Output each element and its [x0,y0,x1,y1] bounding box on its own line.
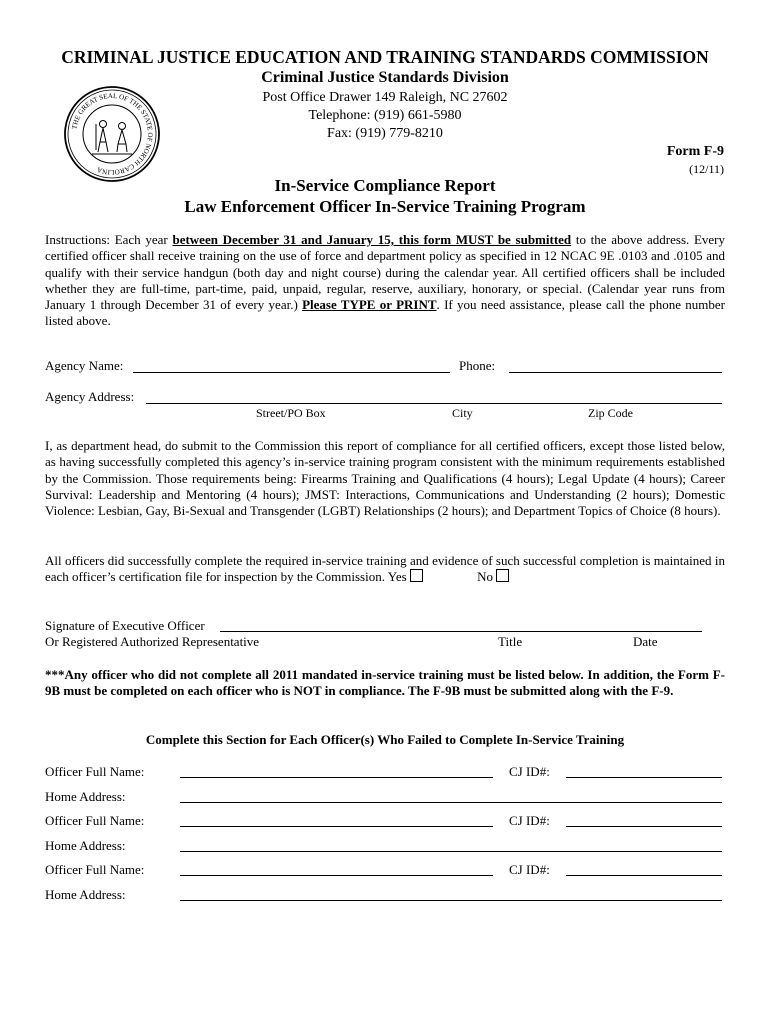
officer-name-label: Officer Full Name: [45,764,145,779]
cj-id-field[interactable] [566,875,722,876]
home-address-field[interactable] [180,851,722,852]
street-caption: Street/PO Box [256,406,326,420]
home-address-label: Home Address: [45,887,126,902]
phone-field[interactable] [509,372,722,373]
phone-label: Phone: [459,358,496,373]
representative-label: Or Registered Authorized Representative [45,634,260,649]
mailing-address: Post Office Drawer 149 Raleigh, NC 27602 [262,90,508,105]
home-address-field[interactable] [180,900,722,901]
agency-name-label: Agency Name: [45,358,124,373]
home-address-field[interactable] [180,802,722,803]
section-title: Complete this Section for Each Officer(s) Who Failed to Complete In-Service Training [145,732,625,747]
zip-caption: Zip Code [588,406,633,420]
cj-id-field[interactable] [566,826,722,827]
title-caption: Title [498,634,523,649]
state-seal [62,84,162,184]
signature-label: Signature of Executive Officer [45,618,205,633]
officer-name-field[interactable] [180,875,493,876]
program-title: Law Enforcement Officer In-Service Training Program [184,197,586,216]
officer-name-label: Officer Full Name: [45,813,145,828]
date-caption: Date [633,634,658,649]
cj-id-label: CJ ID#: [509,862,550,877]
home-address-label: Home Address: [45,838,126,853]
non-compliance-notice: ***Any officer who did not complete all 2011 mandated in-service training must be listed below. In addition, the Form F-9B must be completed on each officer who is NOT in compliance. The F-9B must be submitted along with the F-9. [45,667,725,699]
officer-name-label: Officer Full Name: [45,862,145,877]
form-revision-date: (12/11) [689,162,724,176]
no-label: No [477,569,494,585]
commission-name: CRIMINAL JUSTICE EDUCATION AND TRAINING STANDARDS COMMISSION [61,47,709,67]
officer-name-field[interactable] [180,826,493,827]
completion-statement [45,553,725,586]
signature-field[interactable] [220,631,702,632]
division-name: Criminal Justice Standards Division [261,69,509,86]
instructions-paragraph [45,232,725,330]
cj-id-label: CJ ID#: [509,813,550,828]
no-checkbox[interactable] [496,569,509,582]
instructions-body: to the above address. Every certified officer shall receive training on the use of force and department policy as specified in 12 NCAC 9E .0103 and .0105 and qualify with their service handgun (both day and night course) during the calendar year. All certified officers shall be included whether they are full-time, part-time, paid, unpaid, regular, reserve, auxiliary, honorary, or special. (Calendar year runs from January 1 through December 31 of every year.) [45,232,726,313]
yes-checkbox[interactable] [410,569,423,582]
type-or-print-note: Please TYPE or PRINT [302,297,437,313]
agency-name-field[interactable] [133,372,450,373]
cj-id-label: CJ ID#: [509,764,550,779]
form-number: Form F-9 [666,144,724,159]
home-address-label: Home Address: [45,789,126,804]
agency-address-label: Agency Address: [45,389,135,404]
seal-text: THE GREAT SEAL OF THE STATE OF NORTH CAROLINA [70,91,155,177]
certification-paragraph: I, as department head, do submit to the Commission this report of compliance for all certified officers, except those listed below, as having successfully completed this agency’s in-service training program consistent with the minimum requirements established by the Commission. Those requirements being: Firearms Training and Qualifications (4 hours); Legal Update (4 hours); Career Survival: Leadership and Mentoring (4 hours); JMST: Interactions, Communications and Understanding (2 hours); Domestic Violence: Lesbian, Gay, Bi-Sexual and Transgender (LGBT) Relationships (2 hours); and Department Topics of Choice (8 hours). [45,438,725,519]
completion-text: All officers did successfully complete the required in-service training and evidence of such successful completion is maintained in each officer’s certification file for inspection by the Commission. [45,553,725,585]
instructions-lead: Instructions: Each year [45,232,173,247]
city-caption: City [452,406,473,420]
agency-address-field[interactable] [146,403,722,404]
instructions-tail: . If you need assistance, please call the phone number listed above. [45,297,725,329]
report-title: In-Service Compliance Report [274,176,496,195]
fax-number: Fax: (919) 779-8210 [327,126,443,141]
officer-name-field[interactable] [180,777,493,778]
telephone-number: Telephone: (919) 661-5980 [308,108,462,123]
cj-id-field[interactable] [566,777,722,778]
yes-label: Yes [387,569,407,585]
submission-deadline: between December 31 and January 15, this form MUST be submitted [172,232,572,247]
